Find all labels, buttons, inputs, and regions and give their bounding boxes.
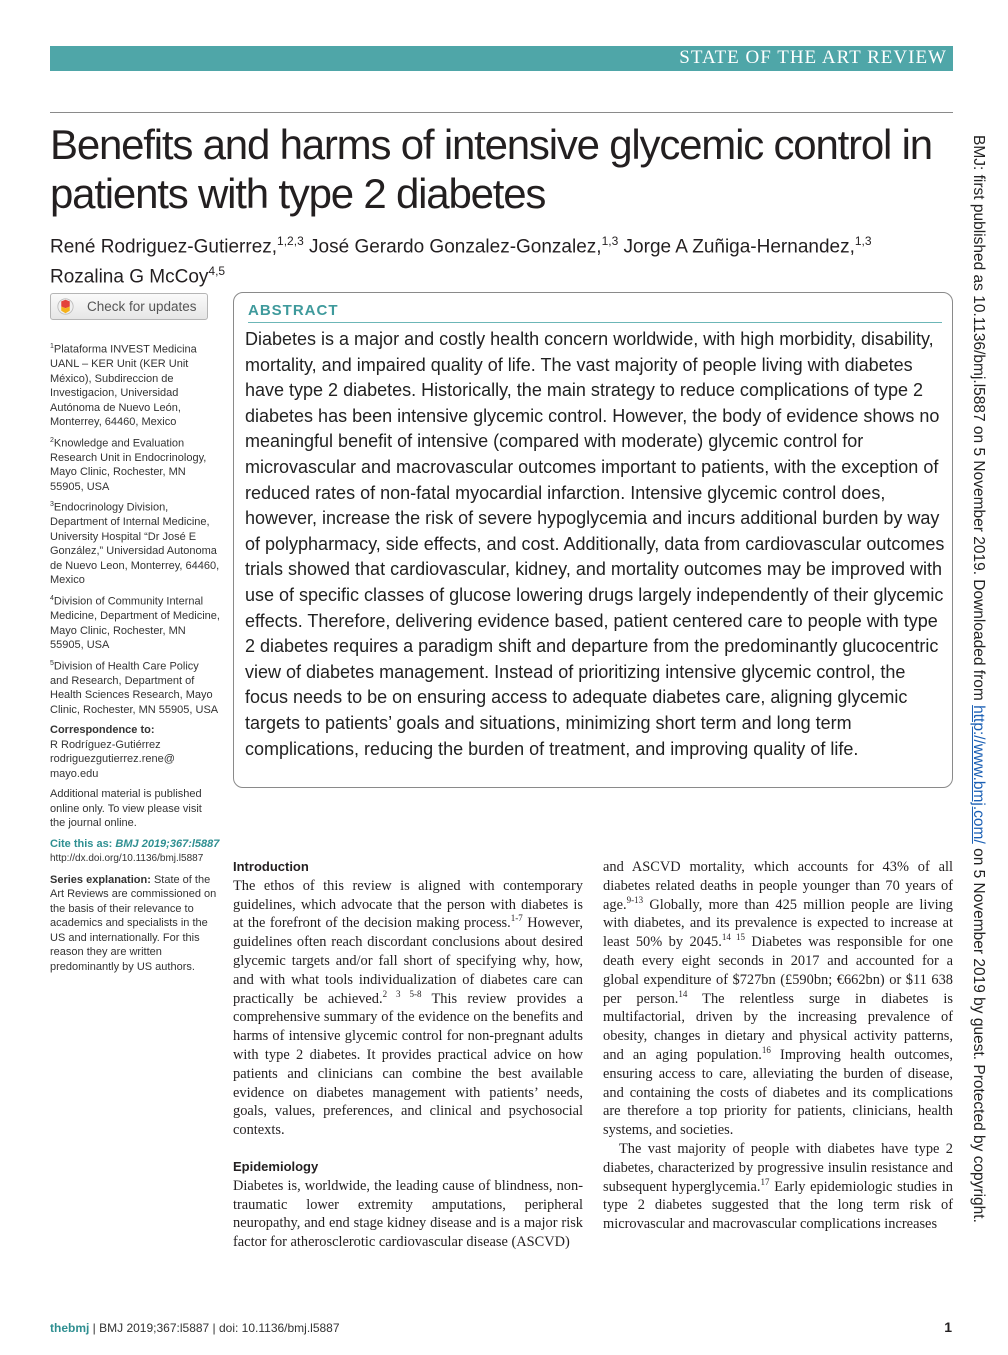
doi-link[interactable]: http://dx.doi.org/10.1136/bmj.l5887 [50, 853, 204, 865]
correspondence-name: R Rodríguez-Gutiérrez [50, 738, 161, 751]
affiliation [50, 340, 220, 430]
author-affil: 1,3 [601, 234, 619, 248]
series-label: Series explanation: [50, 873, 151, 886]
intro-paragraph: The ethos of this review is aligned with contemporary guidelines, which advocate that the person with diabetes is at the forefront of the decision making process.$^{1-7}$ However, guidelines often reach discordant conclusions about desired glycemic targets and/or fall short of specifying why, how, and with what tools individualization of diabetes care can practically be achieved.$^{2 3 5-8}$ This review provides a comprehensive summary of the evidence on the benefits and harms of intensive glycemic control for non-pregnant adults with type 2 diabetes. It provides practical advice on how patients and clinicians can combine the best available evidence on diabetes management with patients’ needs, goals, values, preferences, and clinical and psychosocial contexts. [233, 877, 583, 1139]
cite-label: Cite this as: [50, 837, 113, 850]
affil-number: 1 [50, 343, 54, 350]
abstract-text: Diabetes is a major and costly health concern worldwide, with high morbidity, disability, mortality, and impaired quality of life. The vast majority of people living with diabetes have type 2 diabetes. Historically, the main strategy to reduce complications of type 2 diabetes has been intensive glycemic control. However, the body of evidence shows no meaningful benefit of intensive (compared with moderate) glycemic control for microvascular and macrovascular outcomes important to patients, with the exception of reduced rates of non-fatal myocardial infarction. Intensive glycemic control does, however, increase the risk of severe hypoglycemia and incurs additional burden by way of polypharmacy, side effects, and cost. Additionally, data from cardiovascular outcomes trials showed that cardiovascular, kidney, and mortality outcomes may be improved with use of specific classes of glucose lowering drugs largely independently of their glycemic effects. Therefore, delivering evidence based, patient centered care to people with type 2 diabetes requires a paradigm shift and departure from the predominantly glucocentric view of diabetes management. Instead of prioritizing intensive glycemic control, the focus needs to be on ensuring access to adequate diabetes care, aligning glycemic targets to patients’ goals and situations, minimizing short term and long term complications, reducing the burden of treatment, and improving quality of life. [245, 329, 945, 759]
affil-text: Knowledge and Evaluation Research Unit in Endocrinology, Mayo Clinic, Rochester, MN 55905, USA [50, 437, 207, 493]
author-affil: 1,2,3 [277, 234, 304, 248]
check-updates-button[interactable] [50, 293, 208, 320]
affiliation [50, 592, 220, 653]
correspondence [50, 723, 220, 781]
footer-citation: | BMJ 2019;367:l5887 | doi: 10.1136/bmj.l5887 [89, 1321, 340, 1335]
header-rule [50, 112, 953, 113]
affil-number: 4 [50, 594, 54, 602]
series-text: State of the Art Reviews are commissioned on the basis of their relevance to academics and specialists in the US and internationally. For this reason they are written predominantly by US authors. [50, 873, 217, 973]
affil-number: 2 [50, 436, 54, 444]
section-heading-introduction: Introduction [233, 859, 309, 874]
affil-text: Division of Community Internal Medicine, Department of Medicine, Mayo Clinic, Rochester, MN 55905, USA [50, 595, 220, 652]
affil-number: 5 [50, 659, 54, 667]
abstract-rule [248, 322, 942, 323]
author-name: Jorge A Zuñiga-Hernandez, [623, 236, 855, 258]
affil-text: Plataforma INVEST Medicina UANL – KER Unit (KER Unit México), Subdireccion de Investigacion, Universidad Autónoma de Nuevo León, Monterrey, 64460, Mexico [50, 343, 197, 429]
author-name: René Rodriguez-Gutierrez, [50, 236, 278, 258]
author-list [50, 229, 955, 290]
author-name: José Gerardo Gonzalez-Gonzalez, [309, 236, 602, 258]
series-explanation [50, 873, 220, 975]
body-column-left [233, 858, 583, 1252]
body-column-right [603, 858, 953, 1234]
cite-ref: BMJ 2019;367:l5887 [115, 837, 220, 850]
correspondence-label: Correspondence to: [50, 724, 155, 737]
section-heading-epidemiology: Epidemiology [233, 1158, 319, 1174]
additional-material: Additional material is published online only. To view please visit the journal online. [50, 788, 202, 830]
author-affil: 4,5 [208, 264, 226, 279]
author-affil: 1,3 [854, 234, 872, 248]
affil-text: Division of Health Care Policy and Research, Department of Health Sciences Research, Mayo Clinic, Rochester, MN 55905, USA [50, 660, 219, 716]
section-banner [50, 46, 953, 71]
banner-label: STATE OF THE ART REVIEW [679, 47, 947, 68]
cite-block [50, 837, 220, 867]
affiliation [50, 657, 220, 718]
affiliation [50, 498, 220, 588]
correspondence-email[interactable]: rodriguezgutierrez.rene@ mayo.edu [50, 753, 175, 780]
bmj-link[interactable]: http://www.bmj.com/ [970, 705, 987, 844]
crossmark-icon [57, 298, 74, 315]
page-number: 1 [944, 1319, 952, 1335]
page-footer [50, 1321, 340, 1335]
affil-number: 3 [50, 501, 54, 509]
copyright-notice: BMJ: first published as 10.1136/bmj.l5887 on 5 November 2019. Downloaded from http://www.bmj.com/ on 5 November 2019 by guest. Protected by copyright. [970, 135, 987, 1223]
epi-paragraph: Diabetes is, worldwide, the leading cause of blindness, non-traumatic lower extremity amputations, peripheral neuropathy, and end stage kidney disease and is a major risk factor for atherosclerotic cardiovascular disease (ASCVD) [233, 1177, 583, 1251]
author-name: Rozalina G McCoy [50, 266, 209, 288]
affiliation [50, 434, 220, 495]
bmj-logo: thebmj [50, 1321, 90, 1335]
abstract-heading: ABSTRACT [248, 302, 339, 319]
right-paragraph-2: The vast majority of people with diabetes have type 2 diabetes, characterized by progressive insulin resistance and subsequent hyperglycemia.$^{17}$ Early epidemiologic studies in type 2 diabetes suggested that the long term risk of microvascular and macrovascular complications increases [603, 1140, 953, 1233]
article-sidebar [50, 340, 220, 978]
affil-text: Endocrinology Division, Department of Internal Medicine, University Hospital “Dr José E González,” Universidad Autonoma de Nuevo Leon, Monterrey, 64460, Mexico [50, 501, 220, 587]
article-title: Benefits and harms of intensive glycemic control in patients with type 2 diabetes [50, 121, 932, 217]
check-updates-label: Check for updates [87, 299, 197, 314]
abstract-box [233, 292, 953, 788]
right-paragraph-1: and ASCVD mortality, which accounts for 43% of all diabetes related deaths in people younger than 70 years of age.$^{9-13}$ Globally, more than 425 million people are living with diabetes, and its prevalence is expected to increase at least 50% by 2045.$^{14 15}$ Diabetes was responsible for one death every eight seconds in 2017 and accounted for a global expenditure of $727bn (£590bn; €662bn) or $11 638 per person.$^{14}$ The relentless surge in diabetes is multifactorial, driven by the increasing prevalence of obesity, changes in dietary and physical activity patterns, and an aging population.$^{16}$ Improving health outcomes, ensuring access to care, alleviating the burden of disease, and containing the costs of diabetes and its complications are therefore a top priority for patients, clinicians, health systems, and societies. [603, 859, 954, 1139]
